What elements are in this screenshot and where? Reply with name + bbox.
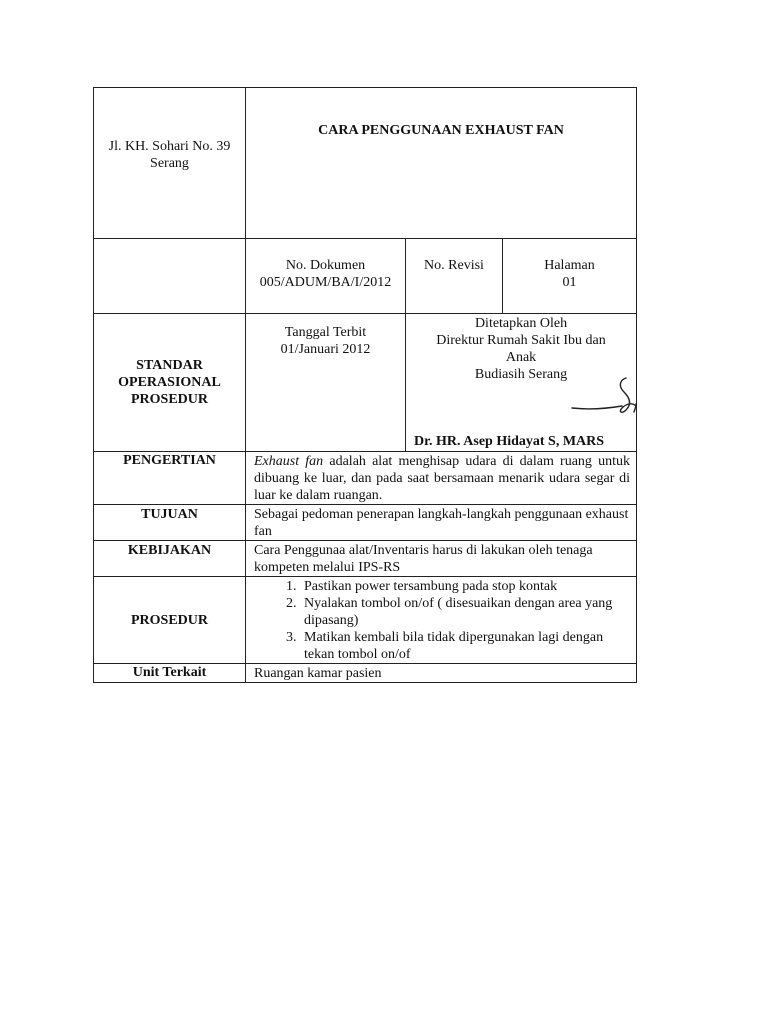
ditetapkan-line2: Direktur Rumah Sakit Ibu dan — [436, 333, 606, 348]
address-line1: Jl. KH. Sohari No. 39 — [108, 139, 231, 154]
tujuan-text: Sebagai pedoman penerapan langkah-langkah penggunaan exhaust fan — [246, 505, 637, 541]
tujuan-label: TUJUAN — [94, 505, 246, 541]
no-revisi-cell — [406, 239, 503, 314]
kebijakan-text: Cara Penggunaa alat/Inventaris harus di lakukan oleh tenaga kompeten melalui IPS-RS — [246, 541, 637, 577]
address-line2: Serang — [150, 156, 189, 171]
prosedur-label: PROSEDUR — [94, 577, 246, 664]
unit-terkait-row — [94, 664, 637, 683]
sop-row — [94, 314, 637, 452]
kebijakan-row — [94, 541, 637, 577]
pengertian-row — [94, 452, 637, 505]
tujuan-row — [94, 505, 637, 541]
halaman-cell — [503, 239, 637, 314]
prosedur-steps-list — [254, 578, 630, 663]
signer-name: Dr. HR. Asep Hidayat S, MARS — [414, 434, 605, 449]
ditetapkan-line3: Anak — [505, 350, 537, 365]
no-revisi-label: No. Revisi — [424, 258, 484, 273]
pengertian-text-cell — [246, 452, 637, 505]
pengertian-label: PENGERTIAN — [94, 452, 246, 505]
halaman-value: 01 — [562, 275, 577, 290]
prosedur-step: 2. Nyalakan tombol on/of ( disesuaikan dengan area yang dipasang) — [300, 595, 630, 629]
halaman-label: Halaman — [544, 258, 595, 273]
sop-label-line3: PROSEDUR — [130, 392, 208, 407]
tanggal-terbit-cell — [246, 314, 406, 452]
empty-cell — [94, 239, 246, 314]
doc-info-row — [94, 239, 637, 314]
header-row — [94, 88, 637, 239]
prosedur-row — [94, 577, 637, 664]
kebijakan-label: KEBIJAKAN — [94, 541, 246, 577]
prosedur-step: 3. Matikan kembali bila tidak dipergunakan lagi dengan tekan tombol on/of — [300, 629, 630, 663]
ditetapkan-line4: Budiasih Serang — [474, 367, 568, 382]
tanggal-terbit-label: Tanggal Terbit — [284, 325, 367, 340]
document-title: CARA PENGGUNAAN EXHAUST FAN — [246, 88, 637, 239]
sop-label-line2: OPERASIONAL — [118, 375, 221, 390]
pengertian-term: Exhaust fan — [254, 454, 324, 469]
sop-label-cell — [94, 314, 246, 452]
prosedur-step: 1. Pastikan power tersambung pada stop kontak — [300, 578, 630, 595]
tanggal-terbit-value: 01/Januari 2012 — [280, 342, 371, 357]
ditetapkan-cell — [406, 314, 637, 452]
unit-terkait-label: Unit Terkait — [94, 664, 246, 683]
unit-terkait-text: Ruangan kamar pasien — [246, 664, 637, 683]
no-dokumen-label: No. Dokumen — [285, 258, 366, 273]
handwritten-signature — [570, 372, 637, 418]
no-dokumen-cell — [246, 239, 406, 314]
address-cell — [94, 88, 246, 239]
no-dokumen-value: 005/ADUM/BA/I/2012 — [259, 275, 392, 290]
sop-label-line1: STANDAR — [136, 358, 203, 373]
ditetapkan-line1: Ditetapkan Oleh — [474, 316, 568, 331]
prosedur-steps-cell — [246, 577, 637, 664]
pengertian-text: adalah alat menghisap udara di dalam ruang untuk dibuang ke luar, dan pada saat bersamaan menarik udara segar di luar ke dalam ruangan. — [254, 454, 631, 503]
sop-document-table — [93, 87, 637, 683]
